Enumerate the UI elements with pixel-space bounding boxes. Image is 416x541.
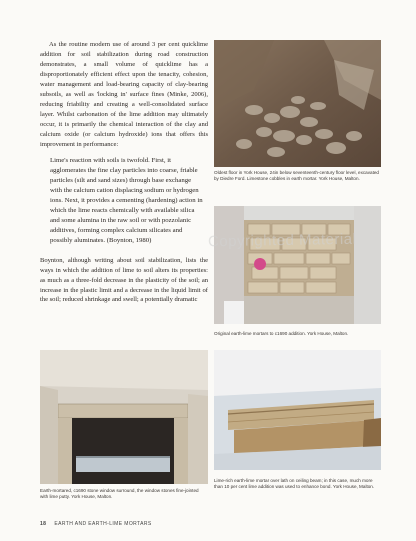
copyright-watermark: Copyrighted Material [207, 230, 357, 251]
running-title: EARTH AND EARTH-LIME MORTARS [54, 521, 152, 527]
body-paragraph-2: Boynton, although writing about soil stabilization, lists the ways in which the addition of lime to soil alters its properties: as much as a three-fold decrease in the plasticity of the soil; an increase in the plastic limit and a decrease in the liquid limit of the soil; reduced shrinkage and swell; a potentially dramatic [40, 256, 208, 304]
photo-floor-cobbles [214, 40, 381, 167]
page-footer [40, 521, 152, 527]
body-text-column [40, 40, 208, 305]
photo-earth-lime-mortar-wall [214, 206, 381, 324]
caption-photo-1: Oldest floor in York House, 24in below seventeenth-century floor level, excavated by Diedre Ford. Limestone cobbles in earth mortar. York House, Malton. [214, 170, 379, 182]
block-quote: Lime's reaction with soils is twofold. First, it agglomerates the fine clay particles into coarse, friable particles (silt and sand sizes) through base exchange with the calcium cation displacing sodium or hydrogen ions. Next, it provides a cementing (hardening) action in which the lime reacts chemically with available silica and some alumina in the raw soil or with pozzolanic additives, forming complex calcium silicates and possibly aluminates. (Boynton, 1980) [50, 157, 203, 244]
photo-ceiling-beam-lath [214, 350, 381, 470]
body-paragraph-1: As the routine modern use of around 3 per cent quicklime addition for soil stabilization during road construction demonstrates, a small volume of quicklime has a disproportionately efficient effect upon the tenacity, cohesion, water management and load-bearing capacity of clay-bearing subsoils, as well as 'locking in' surface fines (Minke, 2006), reducing friability and creating a well-consolidated surface layer. Whilst carbonation of the lime addition may ultimately occur, it is primarily the chemical interaction of the clay and calcium oxide (or calcium hydroxide) ions that offers this improvement in performance: [40, 41, 208, 148]
caption-photo-4: Lime-rich earth-lime mortar over lath on ceiling beam; in this case, much more than 10 per cent lime addition was used to enhance bond. York House, Malton. [214, 478, 375, 490]
photo-stone-window-surround [40, 350, 208, 484]
caption-photo-2: Original earth-lime mortars to c1690 addition. York House, Malton. [214, 331, 349, 336]
page-number: 18 [40, 521, 47, 527]
caption-photo-3: Earth-mortared, c1690 stone window surround, the window stones fine-jointed with lime putty. York House, Malton. [40, 488, 199, 500]
